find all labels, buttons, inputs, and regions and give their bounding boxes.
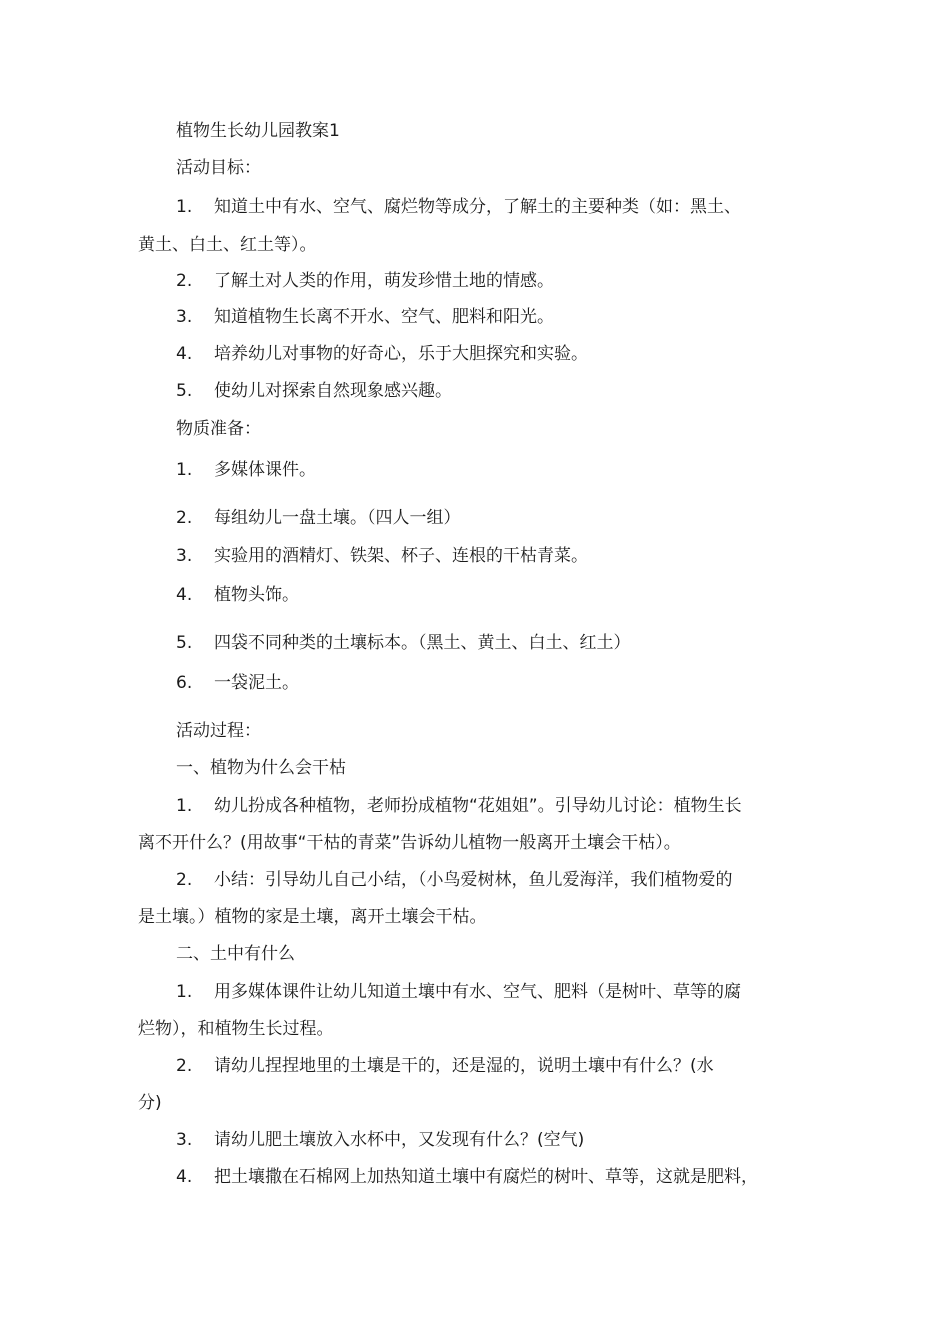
goal-3-number: 3. [176,307,193,327]
section-1-item-2-continuation: 是土壤。）植物的家是土壤，离开土壤会干枯。 [138,907,487,927]
goal-1-continuation: 黄土、白土、红土等）。 [138,235,317,255]
goal-5-text: 使幼儿对探索自然现象感兴趣。 [214,381,452,401]
goal-5-number: 5. [176,381,193,401]
goal-4-number: 4. [176,344,193,364]
material-5-text: 四袋不同种类的土壤标本。（黑土、黄土、白土、红土） [214,633,631,653]
material-5-number: 5. [176,633,193,653]
section-1-item-1-continuation: 离不开什么？(用故事“干枯的青菜”告诉幼儿植物一般离开土壤会干枯）。 [138,833,681,853]
goals-heading: 活动目标： [176,158,261,178]
material-4-number: 4. [176,585,193,605]
goal-3-text: 知道植物生长离不开水、空气、肥料和阳光。 [214,307,554,327]
material-6-text: 一袋泥土。 [214,673,299,693]
material-2-number: 2. [176,508,193,528]
section-2-item-1-text: 用多媒体课件让幼儿知道土壤中有水、空气、肥料（是树叶、草等的腐 [214,982,741,1002]
material-1-number: 1. [176,460,193,480]
material-3-text: 实验用的酒精灯、铁架、杯子、连根的干枯青菜。 [214,546,588,566]
section-2-item-3-text: 请幼儿肥土壤放入水杯中，又发现有什么？(空气) [214,1130,585,1150]
section-1-item-1-text: 幼儿扮成各种植物，老师扮成植物“花姐姐”。引导幼儿讨论：植物生长 [214,796,742,816]
material-3-number: 3. [176,546,193,566]
goal-2-number: 2. [176,271,193,291]
section-2-item-4-number: 4. [176,1167,193,1187]
section-2-item-2-text: 请幼儿捏捏地里的土壤是干的，还是湿的，说明土壤中有什么？(水 [214,1056,714,1076]
goal-1-text: 知道土中有水、空气、腐烂物等成分，了解土的主要种类（如：黑土、 [214,197,741,217]
section-2-item-2-number: 2. [176,1056,193,1076]
material-6-number: 6. [176,673,193,693]
section-1-heading: 一、植物为什么会干枯 [176,758,346,778]
section-2-item-3-number: 3. [176,1130,193,1150]
section-1-item-1-number: 1. [176,796,193,816]
section-1-item-2-number: 2. [176,870,193,890]
section-2-item-1-number: 1. [176,982,193,1002]
material-2-text: 每组幼儿一盘土壤。（四人一组） [214,508,461,528]
materials-heading: 物质准备： [176,419,261,439]
goal-2-text: 了解土对人类的作用，萌发珍惜土地的情感。 [214,271,554,291]
section-2-item-4-text: 把土壤撒在石棉网上加热知道土壤中有腐烂的树叶、草等，这就是肥料， [214,1167,758,1187]
section-2-item-1-continuation: 烂物），和植物生长过程。 [138,1019,334,1039]
goal-4-text: 培养幼儿对事物的好奇心，乐于大胆探究和实验。 [214,344,588,364]
document-title: 植物生长幼儿园教案1 [176,121,340,141]
section-2-heading: 二、土中有什么 [176,944,295,964]
section-2-item-2-continuation: 分) [138,1093,162,1113]
goal-1-number: 1. [176,197,193,217]
section-1-item-2-text: 小结：引导幼儿自己小结，（小鸟爱树林，鱼儿爱海洋，我们植物爱的 [214,870,733,890]
material-4-text: 植物头饰。 [214,585,299,605]
material-1-text: 多媒体课件。 [214,460,316,480]
process-heading: 活动过程： [176,721,261,741]
